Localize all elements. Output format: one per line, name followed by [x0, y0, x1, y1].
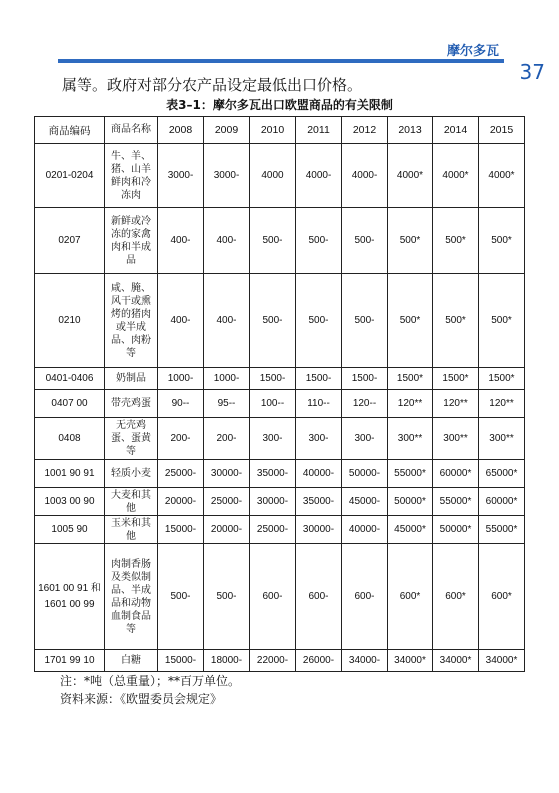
table-cell: 34000* [388, 650, 433, 672]
table-cell: 25000- [250, 516, 296, 544]
commodity-name: 牛、羊、猪、山羊鲜肉和冷冻肉 [105, 144, 158, 208]
table-cell: 400- [204, 208, 250, 274]
table-cell: 65000* [479, 460, 525, 488]
commodity-code: 1003 00 90 [35, 488, 105, 516]
commodity-name: 带壳鸡蛋 [105, 390, 158, 418]
table-cell: 55000* [433, 488, 479, 516]
table-row [35, 144, 525, 208]
table-cell: 120** [388, 390, 433, 418]
restrictions-table [34, 116, 525, 672]
table-cell: 60000* [433, 460, 479, 488]
table-cell: 34000- [342, 650, 388, 672]
table-cell: 35000- [296, 488, 342, 516]
table-cell: 500- [250, 208, 296, 274]
table-cell: 4000* [388, 144, 433, 208]
table-row [35, 544, 525, 650]
table-row [35, 516, 525, 544]
table-cell: 300** [479, 418, 525, 460]
commodity-name: 奶制品 [105, 368, 158, 390]
table-cell: 500* [479, 274, 525, 368]
commodity-name: 白糖 [105, 650, 158, 672]
table-row [35, 390, 525, 418]
table-cell: 35000- [250, 460, 296, 488]
column-header: 2015 [479, 117, 525, 144]
page-number: 37 [519, 60, 545, 84]
table-cell: 500* [388, 274, 433, 368]
table-cell: 600* [433, 544, 479, 650]
table-cell: 45000* [388, 516, 433, 544]
table-cell: 90-- [158, 390, 204, 418]
table-cell: 20000- [158, 488, 204, 516]
table-cell: 60000* [479, 488, 525, 516]
commodity-name: 咸、腌、风干或熏烤的猪肉或半成品、肉粉等 [105, 274, 158, 368]
table-cell: 500- [204, 544, 250, 650]
table-cell: 4000- [296, 144, 342, 208]
table-cell: 40000- [342, 516, 388, 544]
commodity-name: 大麦和其他 [105, 488, 158, 516]
table-row [35, 460, 525, 488]
column-header: 2009 [204, 117, 250, 144]
table-cell: 500- [250, 274, 296, 368]
table-cell: 300** [388, 418, 433, 460]
table-cell: 1500* [479, 368, 525, 390]
column-header: 2012 [342, 117, 388, 144]
table-row [35, 418, 525, 460]
table-cell: 400- [158, 208, 204, 274]
unit-note: 注：*吨（总重量）；**百万单位。 [60, 674, 241, 688]
column-header: 2013 [388, 117, 433, 144]
table-cell: 1000- [158, 368, 204, 390]
table-cell: 4000- [342, 144, 388, 208]
commodity-name: 肉制香肠及类似制品、半成品和动物血制食品等 [105, 544, 158, 650]
table-cell: 50000* [388, 488, 433, 516]
table-row [35, 650, 525, 672]
table-cell: 3000- [158, 144, 204, 208]
table-cell: 500- [342, 208, 388, 274]
table-header-row [35, 117, 525, 144]
commodity-code: 1701 99 10 [35, 650, 105, 672]
table-cell: 34000* [479, 650, 525, 672]
table-cell: 15000- [158, 650, 204, 672]
table-cell: 500- [158, 544, 204, 650]
table-cell: 18000- [204, 650, 250, 672]
table-cell: 4000* [433, 144, 479, 208]
table-cell: 300- [250, 418, 296, 460]
commodity-code: 0210 [35, 274, 105, 368]
commodity-code: 0408 [35, 418, 105, 460]
table-row [35, 368, 525, 390]
commodity-code: 0201-0204 [35, 144, 105, 208]
table-cell: 25000- [204, 488, 250, 516]
table-caption: 表3–1：摩尔多瓦出口欧盟商品的有关限制 [166, 98, 393, 112]
table-cell: 15000- [158, 516, 204, 544]
commodity-name: 无壳鸡蛋、蛋黄等 [105, 418, 158, 460]
table-cell: 500- [296, 208, 342, 274]
header-rule [58, 59, 504, 63]
column-header: 2014 [433, 117, 479, 144]
commodity-name: 轻质小麦 [105, 460, 158, 488]
table-cell: 400- [158, 274, 204, 368]
table-cell: 1500- [296, 368, 342, 390]
column-header: 2011 [296, 117, 342, 144]
table-cell: 55000* [479, 516, 525, 544]
table-cell: 500* [479, 208, 525, 274]
column-header: 商品名称 [105, 117, 158, 144]
table-cell: 100-- [250, 390, 296, 418]
table-cell: 1000- [204, 368, 250, 390]
table-row [35, 208, 525, 274]
table-cell: 30000- [296, 516, 342, 544]
table-cell: 3000- [204, 144, 250, 208]
table-cell: 300- [296, 418, 342, 460]
table-cell: 30000- [250, 488, 296, 516]
table-cell: 300- [342, 418, 388, 460]
table-cell: 500* [433, 274, 479, 368]
commodity-code: 1601 00 91 和1601 00 99 [35, 544, 105, 650]
running-title: 摩尔多瓦 [446, 44, 499, 59]
table-cell: 26000- [296, 650, 342, 672]
column-header: 2008 [158, 117, 204, 144]
table-cell: 120** [433, 390, 479, 418]
table-cell: 300** [433, 418, 479, 460]
table-cell: 600- [250, 544, 296, 650]
table-cell: 200- [204, 418, 250, 460]
table-cell: 4000 [250, 144, 296, 208]
table-cell: 600* [388, 544, 433, 650]
table-cell: 500- [342, 274, 388, 368]
table-cell: 110-- [296, 390, 342, 418]
table-cell: 55000* [388, 460, 433, 488]
table-cell: 500* [388, 208, 433, 274]
table-cell: 1500* [433, 368, 479, 390]
table-cell: 34000* [433, 650, 479, 672]
table-cell: 1500- [250, 368, 296, 390]
table-cell: 600- [296, 544, 342, 650]
table-cell: 50000* [433, 516, 479, 544]
commodity-code: 1001 90 91 [35, 460, 105, 488]
table-cell: 500- [296, 274, 342, 368]
table-cell: 400- [204, 274, 250, 368]
table-cell: 30000- [204, 460, 250, 488]
table-cell: 20000- [204, 516, 250, 544]
table-cell: 120** [479, 390, 525, 418]
table-row [35, 488, 525, 516]
table-cell: 45000- [342, 488, 388, 516]
table-cell: 200- [158, 418, 204, 460]
table-row [35, 274, 525, 368]
table-cell: 1500* [388, 368, 433, 390]
commodity-code: 0407 00 [35, 390, 105, 418]
column-header: 商品编码 [35, 117, 105, 144]
commodity-name: 玉米和其他 [105, 516, 158, 544]
intro-text: 属等。政府对部分农产品设定最低出口价格。 [62, 76, 363, 94]
table-cell: 25000- [158, 460, 204, 488]
table-cell: 500* [433, 208, 479, 274]
table-cell: 600* [479, 544, 525, 650]
table-cell: 4000* [479, 144, 525, 208]
commodity-code: 0207 [35, 208, 105, 274]
commodity-code: 0401-0406 [35, 368, 105, 390]
table-cell: 120-- [342, 390, 388, 418]
source-note: 资料来源：《欧盟委员会规定》 [60, 692, 223, 706]
table-cell: 22000- [250, 650, 296, 672]
commodity-name: 新鲜或冷冻的家禽肉和半成品 [105, 208, 158, 274]
table-cell: 1500- [342, 368, 388, 390]
column-header: 2010 [250, 117, 296, 144]
commodity-code: 1005 90 [35, 516, 105, 544]
table-cell: 95-- [204, 390, 250, 418]
table-cell: 50000- [342, 460, 388, 488]
table-cell: 600- [342, 544, 388, 650]
table-cell: 40000- [296, 460, 342, 488]
